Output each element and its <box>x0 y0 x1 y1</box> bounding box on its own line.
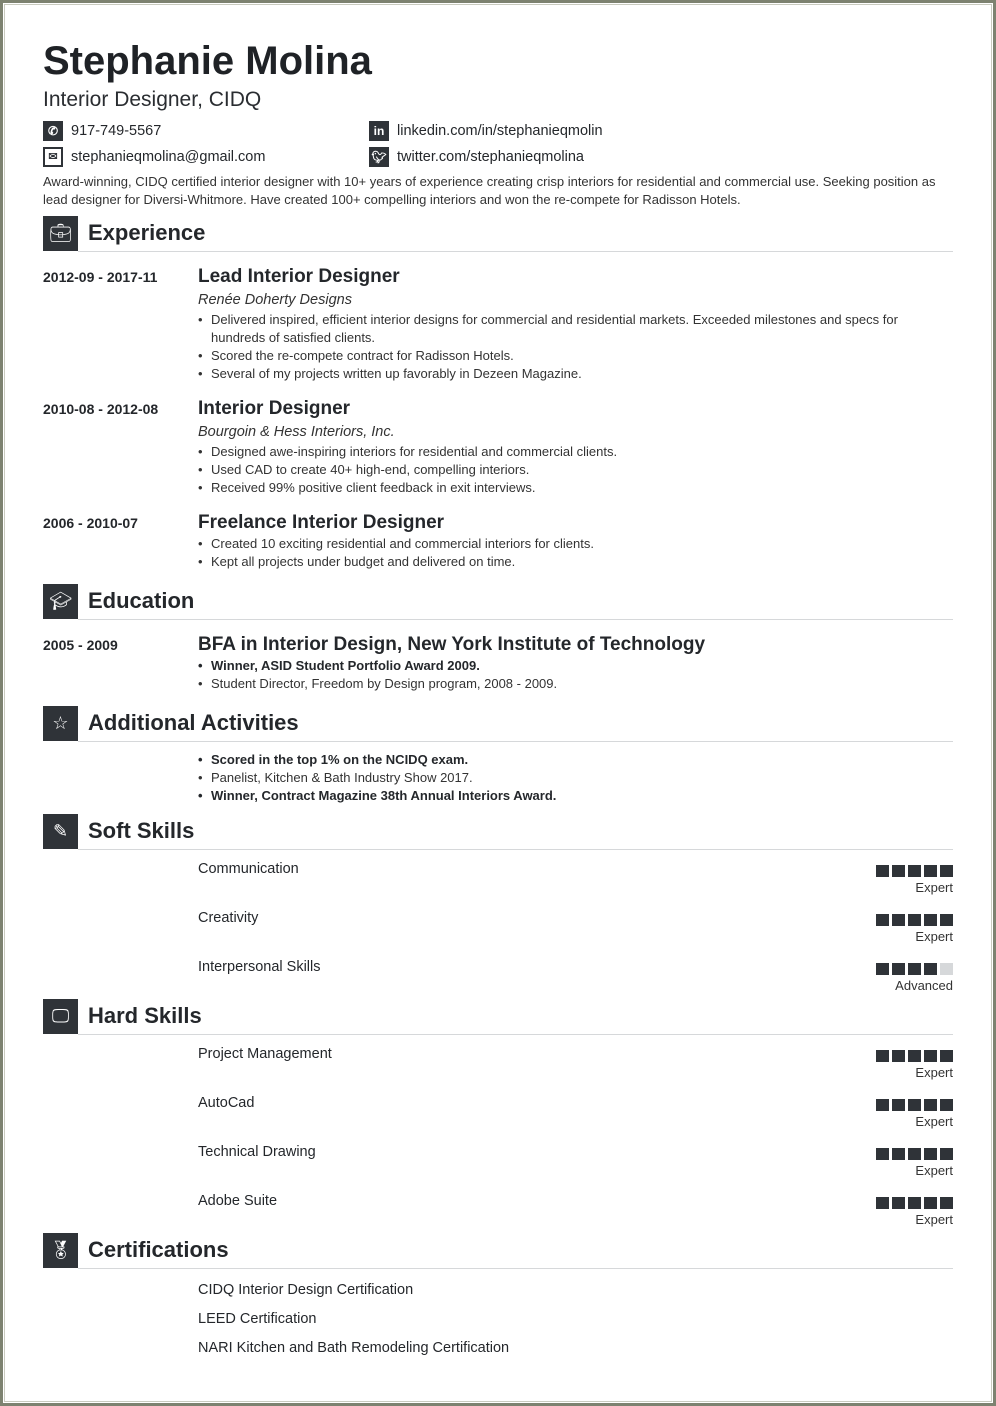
skill-row <box>198 1034 953 1083</box>
rating-square <box>892 963 905 975</box>
skill-rating <box>876 963 953 975</box>
skill-rating <box>876 1148 953 1160</box>
skill-row <box>198 1083 953 1132</box>
skill-name: Adobe Suite <box>198 1193 278 1209</box>
education-entry <box>43 633 953 693</box>
section-experience <box>43 215 953 251</box>
rating-square <box>924 1099 937 1111</box>
skill-level <box>876 1095 953 1132</box>
rating-square <box>924 914 937 926</box>
soft-skills-list <box>43 849 953 996</box>
entry-date: 2010-08 - 2012-08 <box>43 401 159 417</box>
graduation-cap-icon: 🎓︎ <box>43 584 78 619</box>
candidate-name: Stephanie Molina <box>43 39 372 83</box>
bullet-list <box>198 443 953 497</box>
skill-name: Project Management <box>198 1046 332 1062</box>
rating-square <box>908 865 921 877</box>
experience-list <box>43 265 953 571</box>
skill-level <box>876 1193 953 1230</box>
skill-rating <box>876 1197 953 1209</box>
skill-name: Interpersonal Skills <box>198 959 321 975</box>
rating-square <box>876 963 889 975</box>
contact-info <box>43 120 953 167</box>
certification-item: CIDQ Interior Design Certification <box>198 1282 414 1298</box>
job-title: Freelance Interior Designer <box>198 512 445 533</box>
experience-entry <box>43 265 953 383</box>
resume <box>43 38 953 1363</box>
skill-level-text: Expert <box>915 929 953 944</box>
rating-square <box>892 1050 905 1062</box>
entry-date: 2012-09 - 2017-11 <box>43 269 158 285</box>
entry-body <box>198 633 953 693</box>
briefcase-icon: 💼︎ <box>43 216 78 251</box>
rating-square <box>940 1148 953 1160</box>
section-title: Certifications <box>88 1237 229 1262</box>
rating-square <box>892 1197 905 1209</box>
skill-name: Communication <box>198 861 299 877</box>
rating-square <box>940 1099 953 1111</box>
rating-square <box>876 1050 889 1062</box>
experience-entry <box>43 397 953 497</box>
skill-level-text: Expert <box>915 1114 953 1129</box>
bullet-item: • Winner, ASID Student Portfolio Award 2009. <box>198 657 953 675</box>
skill-rating <box>876 1050 953 1062</box>
activity-item: • Scored in the top 1% on the NCIDQ exam. <box>198 751 953 769</box>
company-name: Bourgoin & Hess Interiors, Inc. <box>198 424 395 440</box>
certification-item: NARI Kitchen and Bath Remodeling Certification <box>198 1340 510 1356</box>
linkedin-icon: in <box>369 121 389 141</box>
contact-phone <box>43 120 369 141</box>
activity-item: • Panelist, Kitchen & Bath Industry Show 2017. <box>198 769 953 787</box>
bullet-list <box>198 535 953 571</box>
bullet-item: • Created 10 exciting residential and commercial interiors for clients. <box>198 535 953 553</box>
section-soft-skills <box>43 813 953 849</box>
rating-square <box>940 1197 953 1209</box>
email-link[interactable]: stephanieqmolina@gmail.com <box>71 148 266 165</box>
section-title: Experience <box>88 220 206 245</box>
section-title: Additional Activities <box>88 710 299 735</box>
bullet-item: • Designed awe-inspiring interiors for residential and commercial clients. <box>198 443 953 461</box>
phone-icon: ✆ <box>43 121 63 141</box>
education-list <box>43 633 953 693</box>
rating-square <box>940 963 953 975</box>
rating-square <box>876 1197 889 1209</box>
rating-square <box>908 914 921 926</box>
section-hard-skills <box>43 998 953 1034</box>
job-title: Lead Interior Designer <box>198 266 400 287</box>
skill-rating <box>876 865 953 877</box>
skill-level-text: Advanced <box>895 978 953 993</box>
rating-square <box>876 914 889 926</box>
rating-square <box>876 1099 889 1111</box>
phone-text: 917-749-5567 <box>71 122 162 139</box>
skill-rating <box>876 914 953 926</box>
section-title: Education <box>88 588 195 613</box>
twitter-icon: 🐦︎ <box>369 147 389 167</box>
skill-rating <box>876 1099 953 1111</box>
certifications-list <box>43 1276 953 1363</box>
company-name: Renée Doherty Designs <box>198 292 352 308</box>
skill-level <box>876 861 953 898</box>
entry-date: 2006 - 2010-07 <box>43 515 138 531</box>
rating-square <box>940 1050 953 1062</box>
entry-body <box>198 265 953 383</box>
contact-linkedin[interactable] <box>369 120 953 141</box>
email-icon: ✉ <box>43 147 63 167</box>
rating-square <box>908 1050 921 1062</box>
bullet-item: • Student Director, Freedom by Design program, 2008 - 2009. <box>198 675 953 693</box>
job-title: Interior Designer <box>198 398 351 419</box>
rating-square <box>876 865 889 877</box>
skill-row <box>198 1181 953 1230</box>
candidate-title: Interior Designer, CIDQ <box>43 88 262 111</box>
rating-square <box>924 1197 937 1209</box>
activity-item: • Winner, Contract Magazine 38th Annual Interiors Award. <box>198 787 953 805</box>
bullet-item: • Kept all projects under budget and delivered on time. <box>198 553 953 571</box>
section-title: Soft Skills <box>88 818 195 843</box>
degree-title: BFA in Interior Design, New York Institute of Technology <box>198 634 706 655</box>
star-icon: ☆ <box>43 706 78 741</box>
rating-square <box>908 963 921 975</box>
rating-square <box>940 865 953 877</box>
contact-twitter[interactable] <box>369 146 953 167</box>
linkedin-link[interactable]: linkedin.com/in/stephanieqmolin <box>397 122 603 139</box>
skill-level-text: Expert <box>915 880 953 895</box>
skill-level-text: Expert <box>915 1163 953 1178</box>
award-icon: 🏅︎ <box>43 1233 78 1268</box>
rating-square <box>924 963 937 975</box>
section-activities <box>43 705 953 741</box>
rating-square <box>924 865 937 877</box>
puzzle-icon: ✎ <box>43 814 78 849</box>
hard-skills-list <box>43 1034 953 1230</box>
certification-item: LEED Certification <box>198 1311 317 1327</box>
summary: Award-winning, CIDQ certified interior designer with 10+ years of experience creating crisp interiors for residential and commercial use. Seeking position as lead designer for Diversi-Whitmore. Have created 100+ compelling interiors and won the re-compete for Radisson Hotels. <box>43 174 936 207</box>
bullet-item: • Used CAD to create 40+ high-end, compelling interiors. <box>198 461 953 479</box>
skill-level <box>876 959 953 996</box>
skill-row <box>198 898 953 947</box>
contact-email[interactable] <box>43 146 369 167</box>
skill-name: AutoCad <box>198 1095 255 1111</box>
bullet-item: • Delivered inspired, efficient interior designs for commercial and residential markets. Exceeded milestones and specs for hundreds of satisfied clients. <box>198 311 953 347</box>
rating-square <box>892 865 905 877</box>
skill-level <box>876 910 953 947</box>
entry-body <box>198 511 953 571</box>
skill-row <box>198 1132 953 1181</box>
rating-square <box>908 1099 921 1111</box>
rating-square <box>892 1148 905 1160</box>
twitter-link[interactable]: twitter.com/stephanieqmolina <box>397 148 584 165</box>
bullet-list <box>198 657 953 693</box>
skill-name: Creativity <box>198 910 259 926</box>
bullet-item: • Scored the re-compete contract for Radisson Hotels. <box>198 347 953 365</box>
skill-row <box>198 849 953 898</box>
bullet-item: • Received 99% positive client feedback in exit interviews. <box>198 479 953 497</box>
bullet-list <box>198 311 953 383</box>
section-certifications <box>43 1232 953 1268</box>
skill-level <box>876 1144 953 1181</box>
rating-square <box>908 1148 921 1160</box>
section-education <box>43 583 953 619</box>
skill-level-text: Expert <box>915 1065 953 1080</box>
entry-date: 2005 - 2009 <box>43 637 118 653</box>
skill-level-text: Expert <box>915 1212 953 1227</box>
activities-list <box>198 751 953 805</box>
rating-square <box>924 1050 937 1062</box>
rating-square <box>892 1099 905 1111</box>
monitor-icon: 🖵︎ <box>43 999 78 1034</box>
rating-square <box>876 1148 889 1160</box>
rating-square <box>924 1148 937 1160</box>
skill-name: Technical Drawing <box>198 1144 316 1160</box>
section-title: Hard Skills <box>88 1003 202 1028</box>
rating-square <box>940 914 953 926</box>
rating-square <box>908 1197 921 1209</box>
rating-square <box>892 914 905 926</box>
experience-entry <box>43 511 953 571</box>
skill-level <box>876 1046 953 1083</box>
bullet-item: • Several of my projects written up favorably in Dezeen Magazine. <box>198 365 953 383</box>
skill-row <box>198 947 953 996</box>
entry-body <box>198 397 953 497</box>
